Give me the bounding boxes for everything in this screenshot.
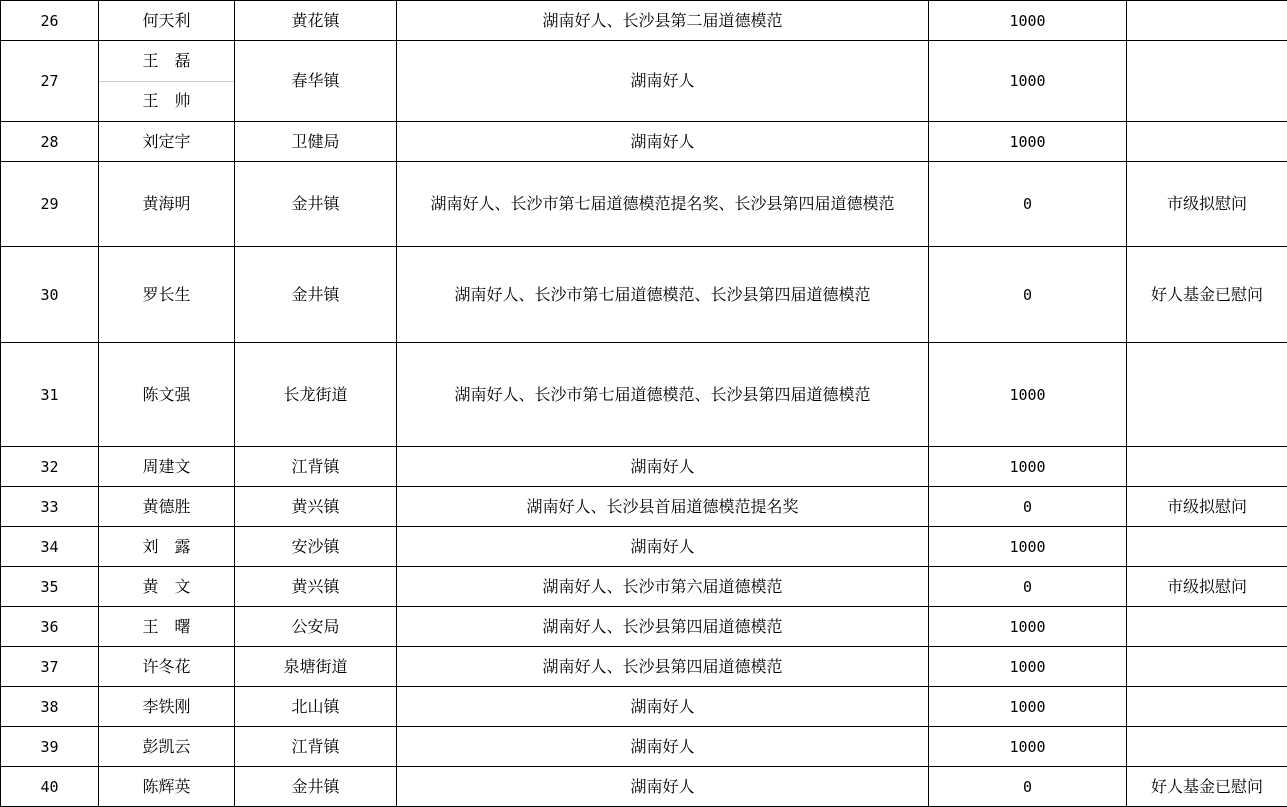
note-cell — [1127, 1, 1287, 41]
amount-cell: 1000 — [929, 41, 1127, 122]
honor-cell: 湖南好人、长沙县第四届道德模范 — [397, 607, 929, 647]
person-name: 李铁刚 — [99, 687, 235, 727]
amount-cell: 0 — [929, 767, 1127, 807]
person-name: 罗长生 — [99, 247, 235, 343]
amount-cell: 1000 — [929, 122, 1127, 162]
person-name: 许冬花 — [99, 647, 235, 687]
person-name: 刘定宇 — [99, 122, 235, 162]
row-number: 36 — [1, 607, 99, 647]
honor-cell: 湖南好人 — [397, 687, 929, 727]
honor-cell: 湖南好人、长沙县第二届道德模范 — [397, 1, 929, 41]
unit-cell: 金井镇 — [235, 162, 397, 247]
honor-cell: 湖南好人 — [397, 447, 929, 487]
unit-cell: 江背镇 — [235, 447, 397, 487]
honor-cell: 湖南好人 — [397, 41, 929, 122]
person-name: 刘 露 — [99, 527, 235, 567]
row-number: 30 — [1, 247, 99, 343]
person-name: 王 磊 — [99, 41, 234, 81]
table-row — [1, 41, 1287, 122]
table-row — [1, 527, 1287, 567]
person-name: 何天利 — [99, 1, 235, 41]
honor-cell: 湖南好人、长沙市第七届道德模范、长沙县第四届道德模范 — [397, 247, 929, 343]
row-number: 39 — [1, 727, 99, 767]
table-row — [1, 122, 1287, 162]
unit-cell: 公安局 — [235, 607, 397, 647]
honor-cell: 湖南好人、长沙市第七届道德模范提名奖、长沙县第四届道德模范 — [397, 162, 929, 247]
person-name: 黄 文 — [99, 567, 235, 607]
honor-cell: 湖南好人 — [397, 727, 929, 767]
note-cell: 市级拟慰问 — [1127, 567, 1287, 607]
row-number: 38 — [1, 687, 99, 727]
unit-cell: 金井镇 — [235, 247, 397, 343]
row-number: 27 — [1, 41, 99, 122]
amount-cell: 0 — [929, 162, 1127, 247]
table-row — [1, 687, 1287, 727]
amount-cell: 1000 — [929, 647, 1127, 687]
amount-cell: 1000 — [929, 527, 1127, 567]
honor-cell: 湖南好人、长沙市第六届道德模范 — [397, 567, 929, 607]
amount-cell: 0 — [929, 487, 1127, 527]
row-number: 33 — [1, 487, 99, 527]
table-row — [1, 727, 1287, 767]
row-number: 35 — [1, 567, 99, 607]
amount-cell: 1000 — [929, 727, 1127, 767]
amount-cell: 1000 — [929, 343, 1127, 447]
note-cell — [1127, 727, 1287, 767]
row-number: 40 — [1, 767, 99, 807]
amount-cell: 1000 — [929, 607, 1127, 647]
unit-cell: 泉塘街道 — [235, 647, 397, 687]
note-cell — [1127, 41, 1287, 122]
note-cell — [1127, 527, 1287, 567]
row-number: 32 — [1, 447, 99, 487]
unit-cell: 长龙街道 — [235, 343, 397, 447]
person-name: 彭凯云 — [99, 727, 235, 767]
row-number: 34 — [1, 527, 99, 567]
unit-cell: 江背镇 — [235, 727, 397, 767]
row-number: 29 — [1, 162, 99, 247]
amount-cell: 1000 — [929, 687, 1127, 727]
table-row — [1, 447, 1287, 487]
person-name: 黄德胜 — [99, 487, 235, 527]
amount-cell: 1000 — [929, 1, 1127, 41]
person-name: 王 帅 — [99, 81, 234, 122]
amount-cell: 0 — [929, 247, 1127, 343]
person-name: 王 曙 — [99, 607, 235, 647]
person-name: 黄海明 — [99, 162, 235, 247]
person-name: 陈辉英 — [99, 767, 235, 807]
row-number: 37 — [1, 647, 99, 687]
note-cell: 好人基金已慰问 — [1127, 247, 1287, 343]
table-row — [1, 343, 1287, 447]
note-cell: 好人基金已慰问 — [1127, 767, 1287, 807]
table-row — [1, 247, 1287, 343]
amount-cell: 0 — [929, 567, 1127, 607]
note-cell — [1127, 122, 1287, 162]
honor-cell: 湖南好人 — [397, 122, 929, 162]
note-cell: 市级拟慰问 — [1127, 162, 1287, 247]
amount-cell: 1000 — [929, 447, 1127, 487]
note-cell — [1127, 447, 1287, 487]
unit-cell: 北山镇 — [235, 687, 397, 727]
honor-cell: 湖南好人、长沙县首届道德模范提名奖 — [397, 487, 929, 527]
unit-cell: 卫健局 — [235, 122, 397, 162]
honor-cell: 湖南好人、长沙市第七届道德模范、长沙县第四届道德模范 — [397, 343, 929, 447]
note-cell — [1127, 607, 1287, 647]
unit-cell: 黄兴镇 — [235, 567, 397, 607]
table-row — [1, 567, 1287, 607]
table-row — [1, 1, 1287, 41]
row-number: 26 — [1, 1, 99, 41]
note-cell: 市级拟慰问 — [1127, 487, 1287, 527]
table-row — [1, 767, 1287, 807]
honor-cell: 湖南好人 — [397, 527, 929, 567]
person-name: 周建文 — [99, 447, 235, 487]
person-names — [99, 41, 235, 122]
row-number: 31 — [1, 343, 99, 447]
person-name: 陈文强 — [99, 343, 235, 447]
table-row — [1, 487, 1287, 527]
unit-cell: 金井镇 — [235, 767, 397, 807]
table-row — [1, 647, 1287, 687]
table-row — [1, 607, 1287, 647]
table-row — [1, 162, 1287, 247]
note-cell — [1127, 647, 1287, 687]
honor-cell: 湖南好人、长沙县第四届道德模范 — [397, 647, 929, 687]
unit-cell: 春华镇 — [235, 41, 397, 122]
honor-cell: 湖南好人 — [397, 767, 929, 807]
unit-cell: 黄花镇 — [235, 1, 397, 41]
unit-cell: 黄兴镇 — [235, 487, 397, 527]
unit-cell: 安沙镇 — [235, 527, 397, 567]
note-cell — [1127, 343, 1287, 447]
note-cell — [1127, 687, 1287, 727]
row-number: 28 — [1, 122, 99, 162]
